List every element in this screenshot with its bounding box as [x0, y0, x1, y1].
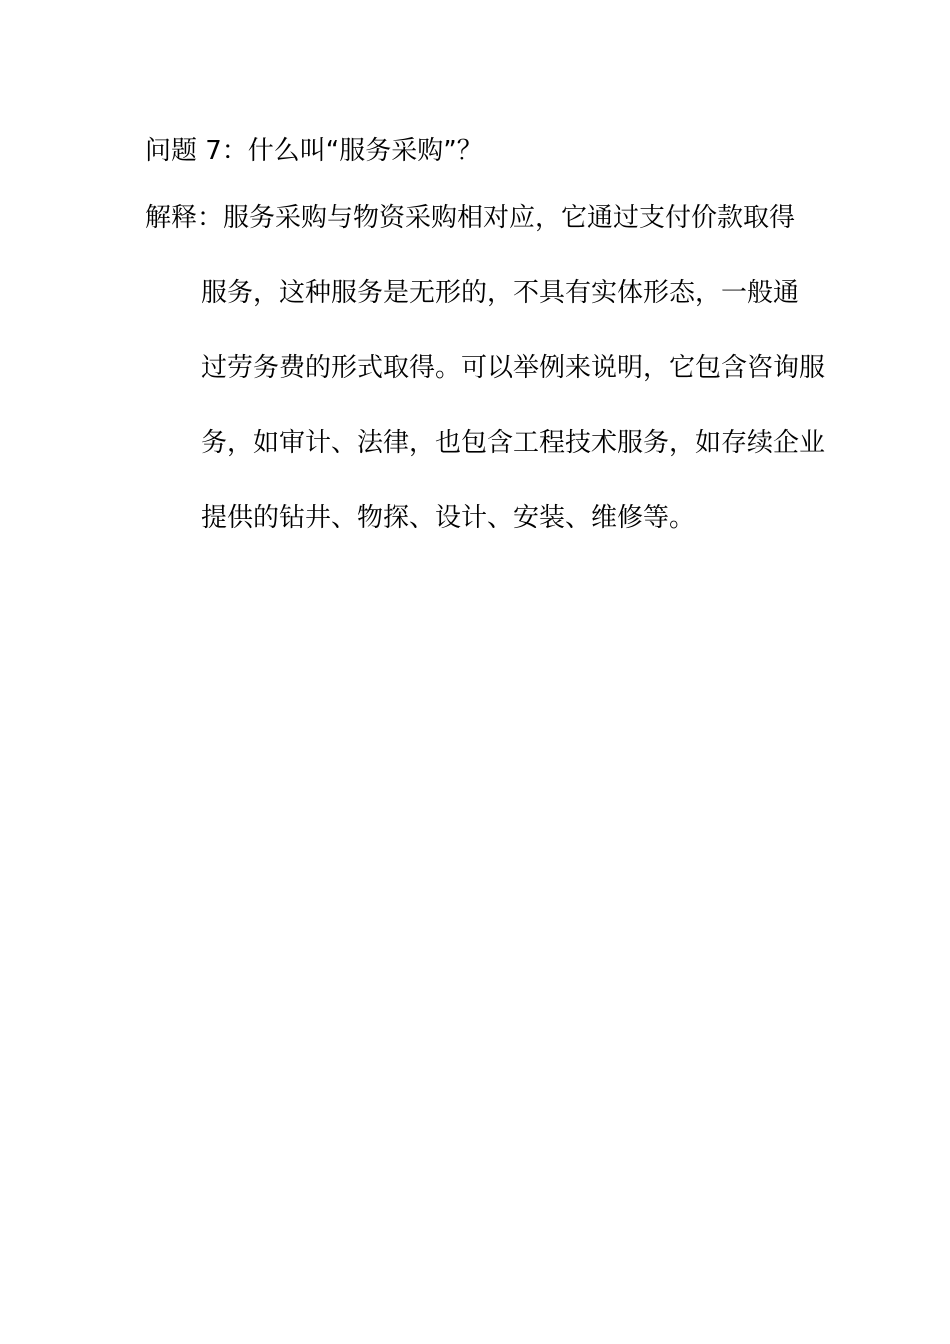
- question-heading: 问题 7：什么叫“服务采购”？: [145, 136, 483, 166]
- answer-line-2: 服务，这种服务是无形的，不具有实体形态，一般通: [201, 278, 800, 308]
- answer-line-1: 解释：服务采购与物资采购相对应，它通过支付价款取得: [145, 203, 796, 233]
- answer-line-5: 提供的钻井、物探、设计、安装、维修等。: [201, 503, 696, 533]
- answer-line-4: 务，如审计、法律，也包含工程技术服务，如存续企业: [201, 428, 826, 458]
- answer-line-3: 过劳务费的形式取得。可以举例来说明，它包含咨询服: [201, 353, 826, 383]
